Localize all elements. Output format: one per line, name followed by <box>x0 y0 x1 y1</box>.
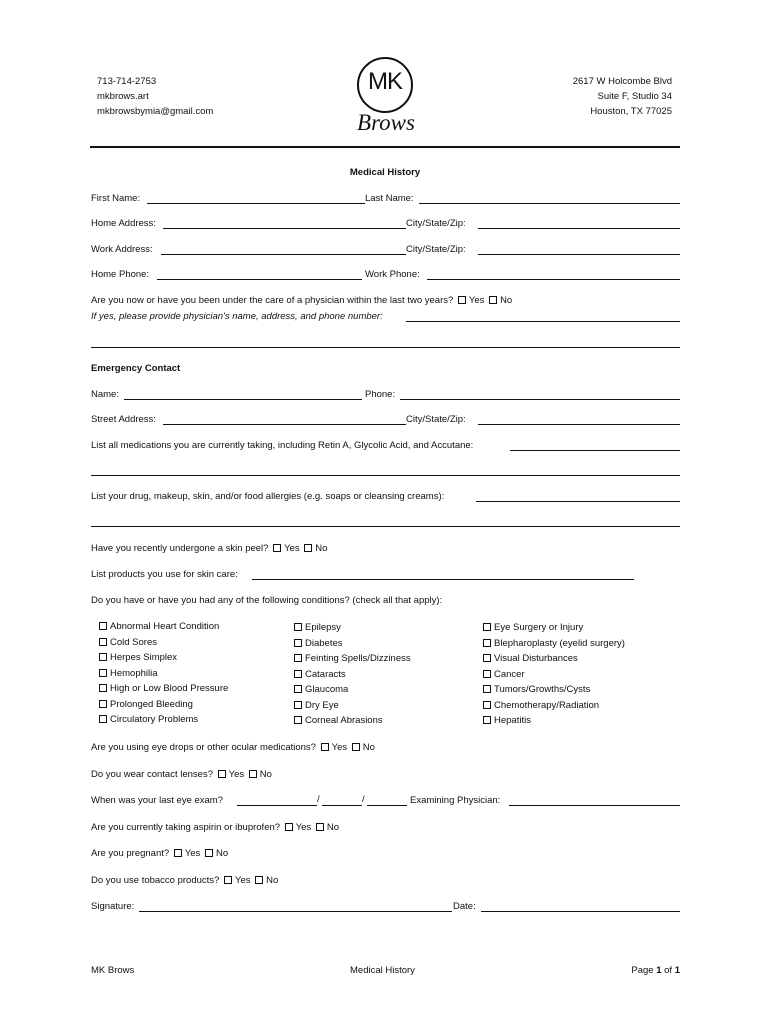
tobacco-yes-checkbox[interactable] <box>224 876 232 884</box>
examining-physician-field[interactable] <box>509 805 680 806</box>
work-city-label: City/State/Zip: <box>406 244 466 255</box>
condition-item: Prolonged Bleeding <box>97 699 228 715</box>
condition-checkbox[interactable] <box>483 623 491 631</box>
condition-item: Tumors/Growths/Cysts <box>481 684 625 700</box>
exam-slash-1: / <box>317 794 320 805</box>
condition-item: Cataracts <box>292 669 411 685</box>
aspirin-question <box>91 822 339 833</box>
condition-checkbox[interactable] <box>483 716 491 724</box>
last-exam-label: When was your last eye exam? <box>91 795 224 806</box>
condition-item: Cancer <box>481 669 625 685</box>
condition-checkbox[interactable] <box>294 654 302 662</box>
examining-physician-label: Examining Physician: <box>410 795 501 806</box>
pregnant-no-checkbox[interactable] <box>205 849 213 857</box>
condition-item: Abnormal Heart Condition <box>97 621 228 637</box>
date-label: Date: <box>453 901 476 912</box>
pregnant-question <box>91 848 228 859</box>
skin-peel-yes-checkbox[interactable] <box>273 544 281 552</box>
eye-drops-text: Are you using eye drops or other ocular medications? <box>91 742 316 753</box>
skin-peel-text: Have you recently undergone a skin peel? <box>91 543 269 554</box>
medications-label: List all medications you are currently taking, including Retin A, Glycolic Acid, and Accutane: <box>91 440 474 451</box>
work-phone-label: Work Phone: <box>365 269 420 280</box>
condition-checkbox[interactable] <box>294 685 302 693</box>
aspirin-no-checkbox[interactable] <box>316 823 324 831</box>
condition-checkbox[interactable] <box>294 670 302 678</box>
condition-item: Eye Surgery or Injury <box>481 622 625 638</box>
conditions-question: Do you have or have you had any of the following conditions? (check all that apply): <box>91 595 443 606</box>
conditions-column-2 <box>292 622 411 731</box>
home-phone-field[interactable] <box>157 279 362 280</box>
skin-peel-no-checkbox[interactable] <box>304 544 312 552</box>
condition-checkbox[interactable] <box>99 653 107 661</box>
signature-label: Signature: <box>91 901 135 912</box>
last-name-field[interactable] <box>419 203 680 204</box>
condition-item: Cold Sores <box>97 637 228 653</box>
header-divider <box>90 146 680 148</box>
condition-item: Circulatory Problems <box>97 714 228 730</box>
contacts-yes-label: Yes <box>228 769 245 780</box>
allergies-field-2[interactable] <box>91 526 680 527</box>
tobacco-no-label: No <box>266 875 279 886</box>
address-line-2: Suite F, Studio 34 <box>597 91 672 102</box>
footer-left: MK Brows <box>91 965 135 976</box>
physician-no-checkbox[interactable] <box>489 296 497 304</box>
condition-checkbox[interactable] <box>294 701 302 709</box>
page-total: 1 <box>674 965 680 976</box>
condition-checkbox[interactable] <box>294 639 302 647</box>
contact-website: mkbrows.art <box>97 91 149 102</box>
first-name-field[interactable] <box>147 203 365 204</box>
address-line-1: 2617 W Holcombe Blvd <box>572 76 672 87</box>
condition-item: Herpes Simplex <box>97 652 228 668</box>
condition-checkbox[interactable] <box>483 654 491 662</box>
home-address-label: Home Address: <box>91 218 156 229</box>
condition-item: Feinting Spells/Dizziness <box>292 653 411 669</box>
condition-item: Chemotherapy/Radiation <box>481 700 625 716</box>
home-phone-label: Home Phone: <box>91 269 150 280</box>
condition-item: Corneal Abrasions <box>292 715 411 731</box>
eye-drops-no-label: No <box>362 742 375 753</box>
condition-checkbox[interactable] <box>99 669 107 677</box>
condition-item: Dry Eye <box>292 700 411 716</box>
ec-street-field[interactable] <box>163 424 406 425</box>
condition-checkbox[interactable] <box>483 670 491 678</box>
contacts-no-label: No <box>259 769 272 780</box>
address-line-3: Houston, TX 77025 <box>590 106 672 117</box>
condition-checkbox[interactable] <box>483 701 491 709</box>
tobacco-yes-label: Yes <box>234 875 251 886</box>
exam-month-field[interactable] <box>237 805 317 806</box>
ec-city-field[interactable] <box>478 424 680 425</box>
eye-drops-yes-label: Yes <box>331 742 348 753</box>
condition-checkbox[interactable] <box>99 622 107 630</box>
page-of: of <box>664 965 673 976</box>
condition-item: Hepatitis <box>481 715 625 731</box>
physician-yes-checkbox[interactable] <box>458 296 466 304</box>
contacts-question <box>91 769 272 780</box>
medications-field-2[interactable] <box>91 475 680 476</box>
ec-phone-field[interactable] <box>400 399 680 400</box>
work-city-field[interactable] <box>478 254 680 255</box>
physician-question-text: Are you now or have you been under the care of a physician within the last two years? <box>91 295 454 306</box>
skin-products-label: List products you use for skin care: <box>91 569 238 580</box>
allergies-field[interactable] <box>476 501 680 502</box>
contact-email: mkbrowsbymia@gmail.com <box>97 106 214 117</box>
eye-drops-no-checkbox[interactable] <box>352 743 360 751</box>
page-number: 1 <box>656 965 662 976</box>
eye-drops-question <box>91 742 375 753</box>
pregnant-text: Are you pregnant? <box>91 848 170 859</box>
skin-peel-no-label: No <box>315 543 328 554</box>
condition-item: High or Low Blood Pressure <box>97 683 228 699</box>
ec-phone-label: Phone: <box>365 389 396 400</box>
exam-slash-2: / <box>362 794 365 805</box>
physician-no-label: No <box>500 295 513 306</box>
condition-item: Visual Disturbances <box>481 653 625 669</box>
work-phone-field[interactable] <box>427 279 680 280</box>
condition-item: Blepharoplasty (eyelid surgery) <box>481 638 625 654</box>
condition-checkbox[interactable] <box>99 684 107 692</box>
pregnant-no-label: No <box>215 848 229 859</box>
first-name-label: First Name: <box>91 193 141 204</box>
condition-item: Epilepsy <box>292 622 411 638</box>
skin-peel-question <box>91 543 327 554</box>
emergency-heading: Emergency Contact <box>91 363 181 374</box>
allergies-label: List your drug, makeup, skin, and/or food allergies (e.g. soaps or cleansing creams): <box>91 491 445 502</box>
logo-initials: MK <box>368 68 402 95</box>
physician-ifyes-label: If yes, please provide physician's name, address, and phone number: <box>91 311 383 322</box>
logo-wordmark: Brows <box>357 110 415 135</box>
condition-checkbox[interactable] <box>99 700 107 708</box>
ec-name-label: Name: <box>91 389 119 400</box>
condition-checkbox[interactable] <box>99 638 107 646</box>
aspirin-text: Are you currently taking aspirin or ibuprofen? <box>91 822 281 833</box>
home-city-label: City/State/Zip: <box>406 218 466 229</box>
work-address-label: Work Address: <box>91 244 153 255</box>
pregnant-yes-label: Yes <box>184 848 201 859</box>
condition-item: Diabetes <box>292 638 411 654</box>
contacts-text: Do you wear contact lenses? <box>91 769 213 780</box>
conditions-column-3 <box>481 622 625 731</box>
condition-item: Hemophilia <box>97 668 228 684</box>
home-address-field[interactable] <box>163 228 406 229</box>
medications-field[interactable] <box>510 450 680 451</box>
last-name-label: Last Name: <box>365 193 414 204</box>
contacts-no-checkbox[interactable] <box>249 770 257 778</box>
condition-checkbox[interactable] <box>99 715 107 723</box>
physician-info-field[interactable] <box>406 321 680 322</box>
ec-street-label: Street Address: <box>91 414 156 425</box>
condition-checkbox[interactable] <box>483 685 491 693</box>
condition-checkbox[interactable] <box>294 623 302 631</box>
physician-yes-label: Yes <box>468 295 485 306</box>
eye-drops-yes-checkbox[interactable] <box>321 743 329 751</box>
form-title: Medical History <box>349 167 421 178</box>
condition-checkbox[interactable] <box>294 716 302 724</box>
aspirin-no-label: No <box>326 822 339 833</box>
contacts-yes-checkbox[interactable] <box>218 770 226 778</box>
aspirin-yes-checkbox[interactable] <box>285 823 293 831</box>
conditions-column-1 <box>97 621 228 730</box>
skin-products-field[interactable] <box>252 579 634 580</box>
page-prefix: Page <box>631 965 654 976</box>
contact-phone: 713-714-2753 <box>97 76 157 87</box>
footer-page <box>631 965 680 976</box>
physician-question <box>91 295 512 306</box>
physician-info-field-2[interactable] <box>91 347 680 348</box>
ec-name-field[interactable] <box>124 399 362 400</box>
exam-year-field[interactable] <box>367 805 407 806</box>
tobacco-no-checkbox[interactable] <box>255 876 263 884</box>
ec-city-label: City/State/Zip: <box>406 414 466 425</box>
footer-center: Medical History <box>350 965 415 976</box>
condition-item: Glaucoma <box>292 684 411 700</box>
pregnant-yes-checkbox[interactable] <box>174 849 182 857</box>
work-address-field[interactable] <box>161 254 406 255</box>
aspirin-yes-label: Yes <box>295 822 312 833</box>
home-city-field[interactable] <box>478 228 680 229</box>
skin-peel-yes-label: Yes <box>284 543 300 554</box>
tobacco-text: Do you use tobacco products? <box>91 875 220 886</box>
condition-checkbox[interactable] <box>483 639 491 647</box>
signature-field[interactable] <box>139 911 452 912</box>
date-field[interactable] <box>481 911 680 912</box>
exam-day-field[interactable] <box>322 805 362 806</box>
tobacco-question <box>91 875 278 886</box>
